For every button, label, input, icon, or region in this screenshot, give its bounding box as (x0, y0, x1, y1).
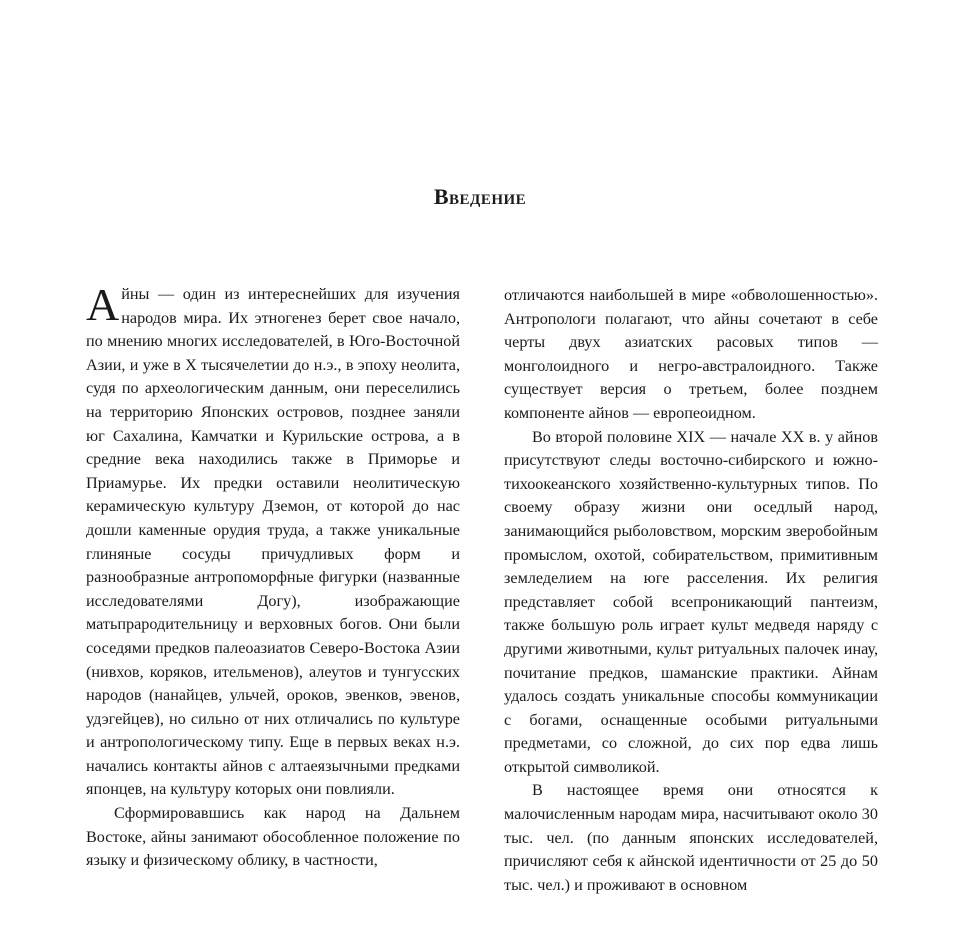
paragraph-4: Во второй половине XIX — начале XX в. у айнов присутствуют следы восточно-сибирского и южно-тихоокеанского хозяйственно-культурных типов. По своему образу жизни они оседлый народ, занимающийся рыболовством, морским зверобойным промыслом, охотой, собирательством, примитивным земледелием на юге расселения. Их религия представляет собой всепроникающий пантеизм, также большую роль играет культ медведя наряду с другими животными, культ ритуальных палочек инау, почитание предков, шаманские практики. Айнам удалось создать уникальные способы коммуникации с богами, оснащенные особыми ритуальными предметами, со сложной, до сих пор едва лишь открытой символикой. (504, 427, 878, 776)
paragraph-1 (86, 279, 460, 802)
paragraph-2: Сформировавшись как народ на Дальнем Востоке, айны занимают обособленное положение по языку и физическому облику, в частности, (86, 804, 460, 870)
paragraph-1-text: йны — один из интереснейших для изучения народов мира. Их этногенез берет свое начало, по мнению многих исследователей, в Юго-Восточной Азии, и уже в X тысячелетии до н.э., в эпоху неолита, судя по археологическим данным, они переселились на территорию Японских островов, позднее заняли юг Сахалина, Камчатки и Курильские острова, а в средние века находились также в Приморье и Приамурье. Их предки оставили неолитическую керамическую культуру Дземон, от которой до нас дошли каменные орудия труда, а также уникальные глиняные сосуды причудливых форм и разнообразные антропоморфные фигурки (названные исследователями Догу), изображающие матьпрародительницу и верховных богов. Они были соседями предков палеоазиатов Северо-Востока Азии (нивхов, коряков, ительменов), алеутов и тунгусских народов (нанайцев, ульчей, ороков, эвенков, эвенов, удэгейцев), но сильно от них отличались по культуре и антропологическому типу. Еще в первых веках н.э. начались контакты айнов с алтаеязычными предками японцев, на культуру которых они повлияли. (86, 285, 460, 799)
paragraph-5: В настоящее время они относятся к малочисленным народам мира, насчитывают около 30 тыс. чел. (по данным японских исследователей, причисляют себя к айнской идентичности от 25 до 50 тыс. чел.) и проживают в основном (504, 781, 878, 894)
right-text-column (504, 284, 878, 897)
paragraph-3: отличаются наибольшей в мире «обволошенностью». Антропологи полагают, что айны сочетают в себе черты двух азиатских расовых типов — монголоидного и негро-австралоидного. Также существует версия о третьем, более позднем компоненте айнов — европеоидном. (504, 286, 878, 422)
left-text-column (86, 279, 460, 873)
chapter-heading: Введение (433, 184, 527, 209)
drop-cap-letter: А (86, 279, 120, 330)
